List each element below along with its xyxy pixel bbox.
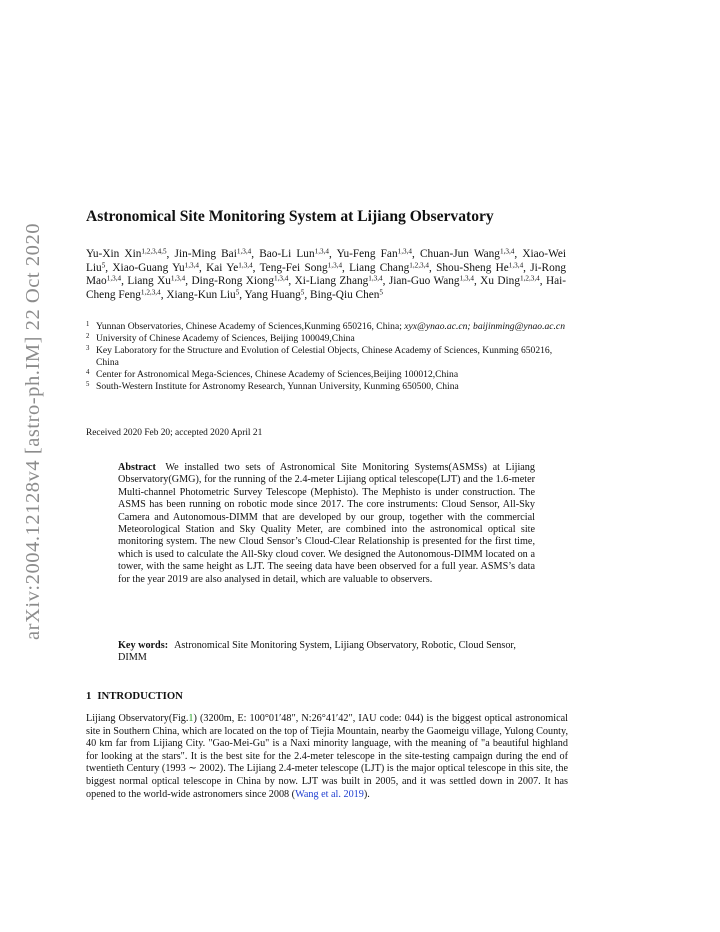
affiliation-list bbox=[86, 321, 566, 392]
author-name: Xiao-Guang Yu bbox=[112, 261, 185, 274]
author-affiliation-marker: 5 bbox=[235, 288, 240, 296]
author-affiliation-marker: 1,2,3,4 bbox=[409, 261, 430, 269]
author-affiliation-marker: 1,3,4 bbox=[368, 274, 383, 283]
author bbox=[206, 262, 253, 274]
author-name: Bao-Li Lun bbox=[259, 248, 315, 260]
author-affiliation-marker: 1,3,4 bbox=[327, 261, 343, 269]
author-affiliation-marker: 1,3,4 bbox=[314, 247, 329, 256]
author bbox=[259, 248, 329, 260]
keywords bbox=[118, 640, 535, 665]
author-name: Yang Huang bbox=[244, 288, 301, 301]
author bbox=[389, 275, 474, 287]
affiliation-number: 3 bbox=[86, 344, 90, 352]
author-name: Xiang-Kun Liu bbox=[166, 288, 236, 301]
author-affiliation-marker: 5 bbox=[101, 261, 106, 269]
author-list: Yu-Xin Xin$^{1,2,3,4,5}$, Jin-Ming Bai$^{1,3,4}$, Bao-Li Lun$^{1,3,4}$, Yu-Feng Fan$^{1,3,4}$, Chuan-Jun Wang$^{1,3,4}$, Xiao-Wei Liu$^5$, Xiao-Guang Yu$^{1,3,4}$, Kai Ye$^{1,3,4}$, Teng-Fei Song$^{1,3,4}$, Liang Chang$^{1,2,3,4}$, Shou-Sheng He$^{1,3,4}$, Ji-Rong Mao$^{1,3,4}$, Liang Xu$^{1,3,4}$, Ding-Rong Xiong$^{1,3,4}$, Xi-Liang Zhang$^{1,3,4}$, Jian-Guo Wang$^{1,3,4}$, Xu Ding$^{1,2,3,4}$, Hai-Cheng Feng$^{1,2,3,4}$, Xiang-Kun Liu$^5$, Yang Huang$^5$, Bing-Qiu Chen$^5$ bbox=[86, 247, 567, 301]
author-affiliation-marker: 1,2,3,4 bbox=[140, 288, 161, 296]
affiliation-text: Center for Astronomical Mega-Sciences, Chinese Academy of Sciences,Beijing 100012,China bbox=[96, 368, 459, 380]
affiliation-text: Yunnan Observatories, Chinese Academy of Sciences,Kunming 650216, China; bbox=[96, 321, 405, 332]
author-name: Chuan-Jun Wang bbox=[419, 248, 500, 260]
author-name: Xiao-Wei Liu bbox=[86, 248, 566, 274]
author bbox=[480, 275, 540, 287]
affiliation bbox=[86, 345, 566, 369]
author bbox=[112, 262, 199, 274]
author-affiliation-marker: 1,3,4 bbox=[184, 261, 199, 269]
abstract bbox=[118, 462, 535, 586]
keywords-text: Astronomical Site Monitoring System, Lijiang Observatory, Robotic, Cloud Sensor, DIMM bbox=[118, 640, 516, 664]
author-affiliation-marker: 1,3,4 bbox=[459, 274, 474, 283]
author-affiliation-marker: 5 bbox=[379, 288, 383, 296]
author-name: Yu-Feng Fan bbox=[336, 248, 398, 260]
intro-text-2: ) (3200m, E: 100°01′48″, N:26°41′42″, IAU code: 044) is the biggest optical astronomical site in Southern China, which are located on the top of Tiejia Mountain, nearby the Gaomeigu village, Yulong County, 40 km far from Lijiang City. "Gao-Mei-Gu" is a Naxi minority language, with the meaning of "a beautiful highland for looking at the stars". It is the best site for the 2.4-meter telescope in the site-testing campaign during the end of twentieth Century (1993 ∼ 2002). The Lijiang 2.4-meter telescope (LJT) is the major optical telescope in this site, the biggest normal optical telescope in China by now. LJT was built in 2005, and it was settled down in 2007. It has opened to the world-wide astronomers since 2008 ( bbox=[86, 713, 568, 800]
affiliation-number: 2 bbox=[86, 332, 90, 340]
author bbox=[420, 248, 514, 260]
author-name: Shou-Sheng He bbox=[436, 261, 509, 274]
keywords-label: Key words: bbox=[118, 640, 169, 651]
author-affiliation-marker: 1,3,4 bbox=[397, 247, 412, 256]
author bbox=[166, 289, 239, 301]
author-name: Jin-Ming Bai bbox=[174, 248, 237, 260]
citation-link[interactable]: Wang et al. 2019 bbox=[295, 788, 364, 800]
author bbox=[192, 275, 289, 287]
affiliation-text: Key Laboratory for the Structure and Evolution of Celestial Objects, Chinese Academy of Sciences, Kunming 650216, China bbox=[96, 344, 553, 368]
author-name: Ji-Rong Mao bbox=[86, 261, 567, 287]
intro-text-3: ). bbox=[363, 788, 370, 800]
affiliation bbox=[86, 321, 566, 333]
author-affiliation-marker: 1,2,3,4,5 bbox=[141, 247, 167, 256]
introduction-paragraph bbox=[86, 713, 568, 801]
author-affiliation-marker: 1,3,4 bbox=[499, 247, 515, 256]
intro-text-1: Lijiang Observatory(Fig. bbox=[86, 713, 189, 724]
author bbox=[349, 262, 429, 274]
section-heading-introduction bbox=[86, 690, 183, 702]
author-name: Liang Chang bbox=[349, 261, 410, 274]
affiliation-number: 5 bbox=[86, 380, 90, 388]
affiliation bbox=[86, 369, 566, 381]
author bbox=[86, 248, 167, 260]
author bbox=[245, 289, 305, 301]
author-affiliation-marker: 1,3,4 bbox=[236, 247, 252, 256]
affiliation-number: 1 bbox=[86, 321, 90, 328]
affiliation bbox=[86, 333, 566, 345]
author bbox=[295, 275, 383, 287]
author bbox=[260, 262, 342, 274]
author-affiliation-marker: 1,3,4 bbox=[508, 261, 524, 269]
author-affiliation-marker: 1,2,3,4 bbox=[519, 274, 540, 283]
author-name: Xu Ding bbox=[480, 275, 520, 287]
affiliation bbox=[86, 381, 566, 393]
section-title: INTRODUCTION bbox=[97, 690, 183, 702]
author-name: Bing-Qiu Chen bbox=[310, 288, 380, 301]
section-number: 1 bbox=[86, 690, 92, 702]
affiliation-text: University of Chinese Academy of Sciences, Beijing 100049,China bbox=[96, 332, 355, 344]
author bbox=[436, 262, 523, 274]
contact-email[interactable]: xyx@ynao.ac.cn; baijinming@ynao.ac.cn bbox=[404, 321, 565, 332]
author-name: Ding-Rong Xiong bbox=[191, 275, 274, 287]
abstract-label: Abstract bbox=[118, 462, 156, 473]
author-name: Xi-Liang Zhang bbox=[294, 275, 369, 287]
author bbox=[337, 248, 412, 260]
author bbox=[175, 248, 252, 260]
paper-title: Astronomical Site Monitoring System at Lijiang Observatory bbox=[86, 208, 494, 225]
author-name: Teng-Fei Song bbox=[259, 261, 328, 274]
author-name: Liang Xu bbox=[127, 275, 171, 287]
figure-reference-link[interactable]: 1 bbox=[188, 713, 194, 724]
author-name: Hai-Cheng Feng bbox=[86, 275, 567, 301]
author-affiliation-marker: 5 bbox=[300, 288, 305, 296]
abstract-text: We installed two sets of Astronomical Site Monitoring Systems(ASMSs) at Lijiang Observatory(GMG), for the running of the 2.4-meter Lijiang optical telescope(LJT) and the 1.6-meter Multi-channel Photometric Survey Telescope (Mephisto). The Mephisto is under construction. The ASMS has been running on robotic mode since 2017. The core instruments: Cloud Sensor, All-Sky Camera and Autonomous-DIMM that are developed by our group, together with the commercial Meteorological Station and Sky Quality Meter, are combined into the astronomical optical site monitoring system. The new Cloud Sensor’s Cloud-Clear Relationship is presented for the first time, which is used to calculate the All-Sky cloud cover. We designed the Autonomous-DIMM located on a tower, with the same height as LJT. The seeing data have been observed for a full year. ASMS’s data for the year 2019 are also analysed in detail, which are valuable to observers. bbox=[118, 462, 535, 585]
author-name: Kai Ye bbox=[206, 261, 239, 274]
author-affiliation-marker: 1,3,4 bbox=[273, 274, 289, 283]
affiliation-text: South-Western Institute for Astronomy Research, Yunnan University, Kunming 650500, China bbox=[96, 380, 459, 392]
affiliation-number: 4 bbox=[86, 368, 90, 376]
author-affiliation-marker: 1,3,4 bbox=[170, 274, 186, 283]
author-affiliation-marker: 1,3,4 bbox=[106, 274, 122, 283]
received-date: Received 2020 Feb 20; accepted 2020 April 21 bbox=[86, 428, 263, 438]
author-affiliation-marker: 1,3,4 bbox=[238, 261, 253, 269]
author bbox=[310, 289, 383, 301]
author bbox=[127, 275, 185, 287]
arxiv-identifier-stamp: arXiv:2004.12128v4 [astro-ph.IM] 22 Oct 2020 bbox=[22, 222, 44, 640]
author-name: Yu-Xin Xin bbox=[86, 248, 142, 260]
author-name: Jian-Guo Wang bbox=[388, 275, 460, 287]
